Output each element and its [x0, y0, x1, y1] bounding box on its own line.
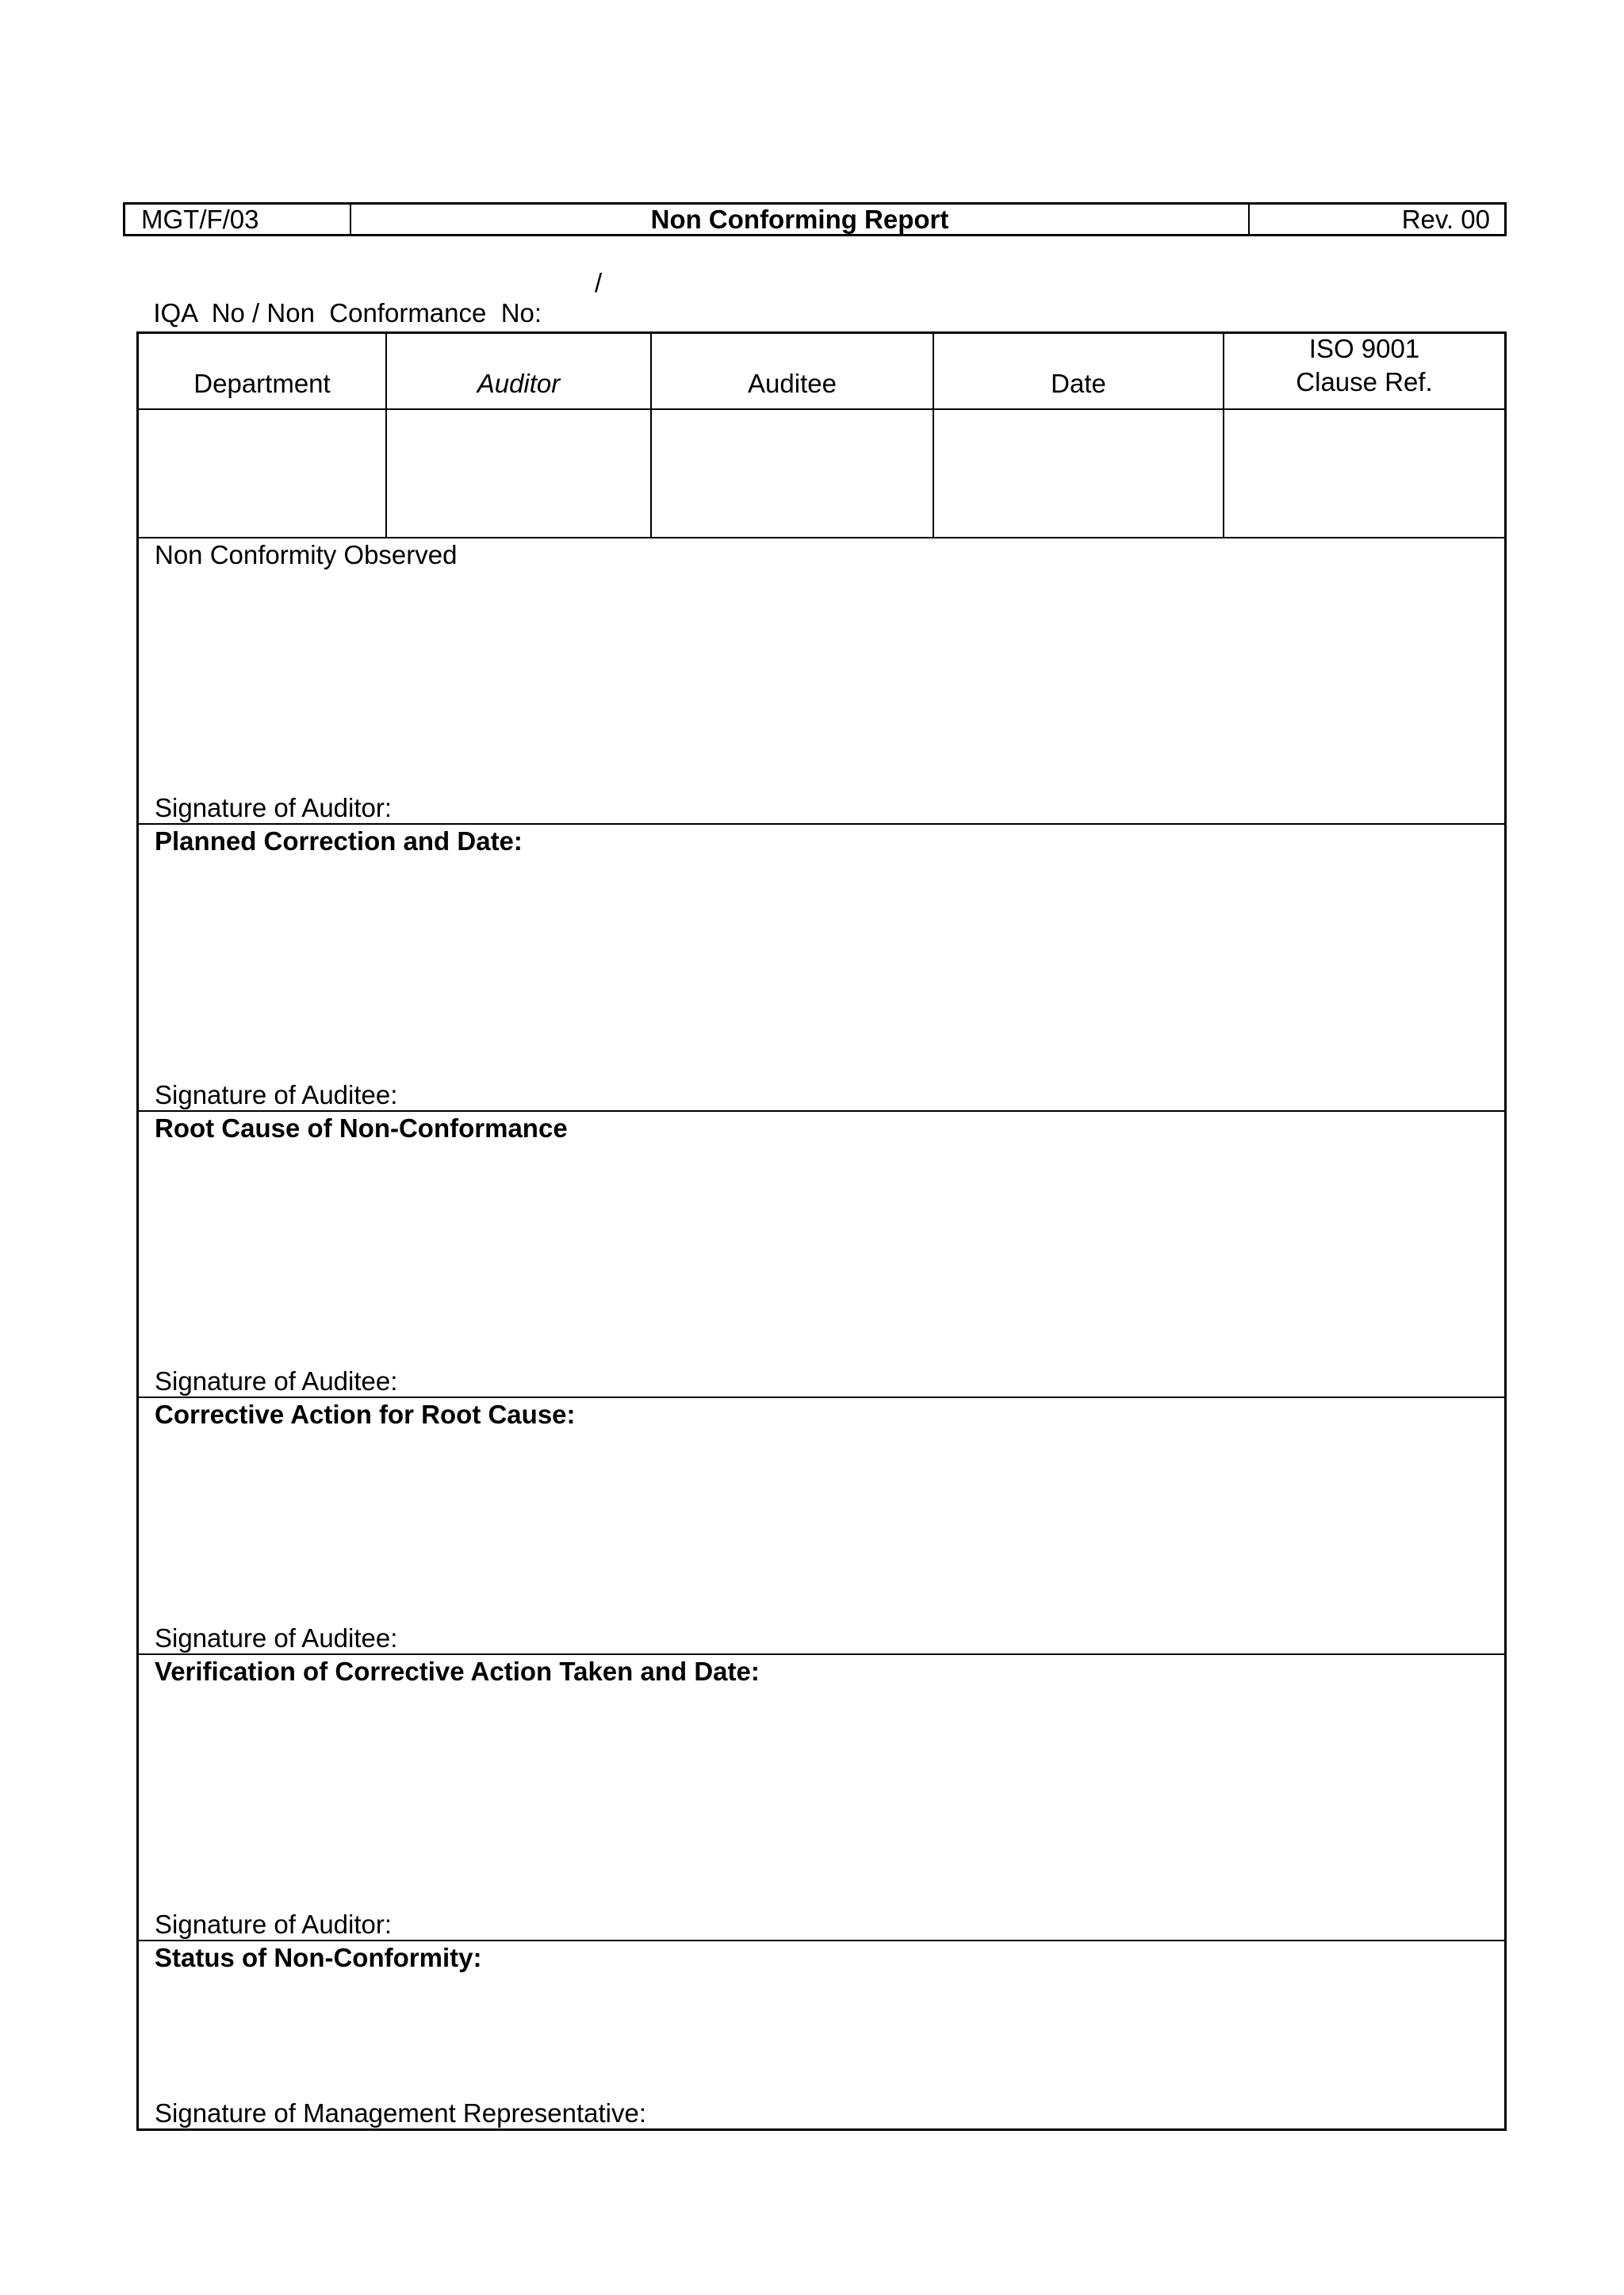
status-section[interactable]	[139, 1941, 1504, 2128]
signature-label: Signature of Auditee:	[155, 1080, 398, 1109]
section-title: Verification of Corrective Action Taken and Date:	[155, 1657, 760, 1686]
iqa-number-label: IQA No / Non Conformance No:	[153, 298, 542, 328]
iso-clause-header-line1: ISO 9001	[1308, 334, 1420, 363]
form-revision: Rev. 00	[1401, 204, 1490, 234]
column-values-row	[139, 410, 1504, 538]
signature-label: Signature of Management Representative:	[155, 2098, 647, 2128]
corrective-action-section[interactable]	[139, 1398, 1504, 1655]
auditee-header: Auditee	[652, 334, 934, 408]
section-title: Planned Correction and Date:	[155, 826, 523, 856]
iqa-number-separator: /	[595, 268, 603, 297]
planned-correction-section[interactable]	[139, 825, 1504, 1112]
clause-ref-field[interactable]	[1224, 410, 1504, 537]
auditee-field[interactable]	[652, 410, 934, 537]
signature-label: Signature of Auditee:	[155, 1623, 398, 1653]
department-header: Department	[139, 334, 387, 408]
auditor-header: Auditor	[387, 334, 652, 408]
form-code: MGT/F/03	[125, 205, 351, 234]
section-title: Root Cause of Non-Conformance	[155, 1113, 568, 1143]
column-headers	[139, 334, 1504, 410]
verification-section[interactable]	[139, 1655, 1504, 1941]
non-conformity-observed-section[interactable]	[139, 538, 1504, 825]
root-cause-section[interactable]	[139, 1112, 1504, 1398]
form-title: Non Conforming Report	[351, 205, 1250, 234]
section-title: Status of Non-Conformity:	[155, 1943, 482, 1972]
report-table	[136, 331, 1507, 2131]
signature-label: Signature of Auditor:	[155, 793, 393, 822]
date-header: Date	[934, 334, 1224, 408]
iso-clause-header-line2: Clause Ref.	[1296, 367, 1433, 397]
section-title: Corrective Action for Root Cause:	[155, 1400, 576, 1429]
signature-label: Signature of Auditor:	[155, 1910, 393, 1939]
signature-label: Signature of Auditee:	[155, 1366, 398, 1396]
auditor-field[interactable]	[387, 410, 652, 537]
iso-clause-header	[1224, 334, 1504, 408]
department-field[interactable]	[139, 410, 387, 537]
date-field[interactable]	[934, 410, 1224, 537]
section-title: Non Conformity Observed	[155, 540, 458, 569]
form-header	[123, 202, 1507, 236]
